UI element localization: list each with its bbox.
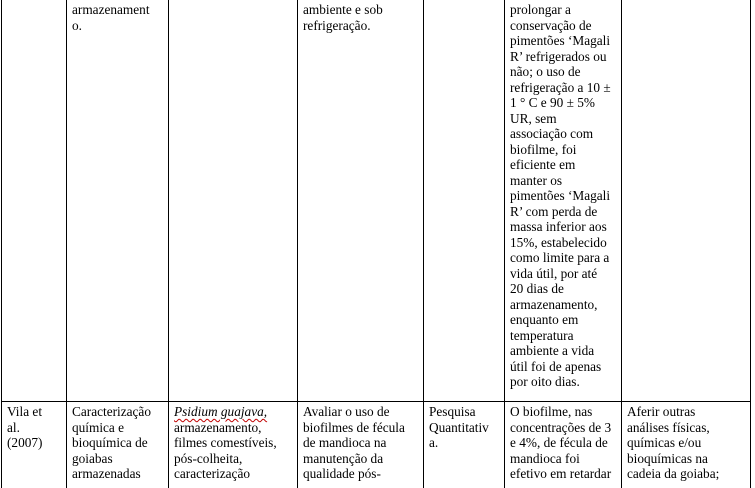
table-cell-objective: ambiente e sob refrigeração. — [298, 0, 424, 402]
table-cell-suggestions — [622, 0, 751, 402]
table-cell-suggestions: Aferir outras análises físicas, químicas e/ou bioquímicas na cadeia da goiaba; — [622, 402, 751, 488]
table-cell-keywords — [169, 0, 298, 402]
table-cell-title: armazenament o. — [67, 0, 169, 402]
table-cell-objective: Avaliar o uso de biofilmes de fécula de mandioca na manutenção da qualidade pós- — [298, 402, 424, 488]
table-cell-author — [2, 0, 67, 402]
table-cell-method — [424, 0, 505, 402]
table-cell-results: O biofilme, nas concentrações de 3 e 4%, de fécula de mandioca foi efetivo em retardar — [505, 402, 622, 488]
table-cell-method: Pesquisa Quantitativ a. — [424, 402, 505, 488]
table-cell-results: prolongar a conservação de pimentões ‘Magali R’ refrigerados ou não; o uso de refrigeração a 10 ± 1 ° C e 90 ± 5% UR, sem associação com biofilme, foi eficiente em manter os pimentões ‘Magali R’ com perda de massa inferior aos 15%, estabelecido como limite para a vida útil, por até 20 dias de armazenamento, enquanto em temperatura ambiente a vida útil foi de apenas por oito dias. — [505, 0, 622, 402]
table-cell-title: Caracterização química e bioquímica de goiabas armazenadas — [67, 402, 169, 488]
table-cell-keywords: Psidium guajava, armazenamento, filmes comestíveis, pós-colheita, caracterização — [169, 402, 298, 488]
species-name: Psidium guajava, — [174, 404, 268, 419]
table-row — [2, 402, 751, 488]
table-cell-author: Vila et al. (2007) — [2, 402, 67, 488]
table-row — [2, 0, 751, 402]
literature-review-table — [1, 0, 751, 488]
